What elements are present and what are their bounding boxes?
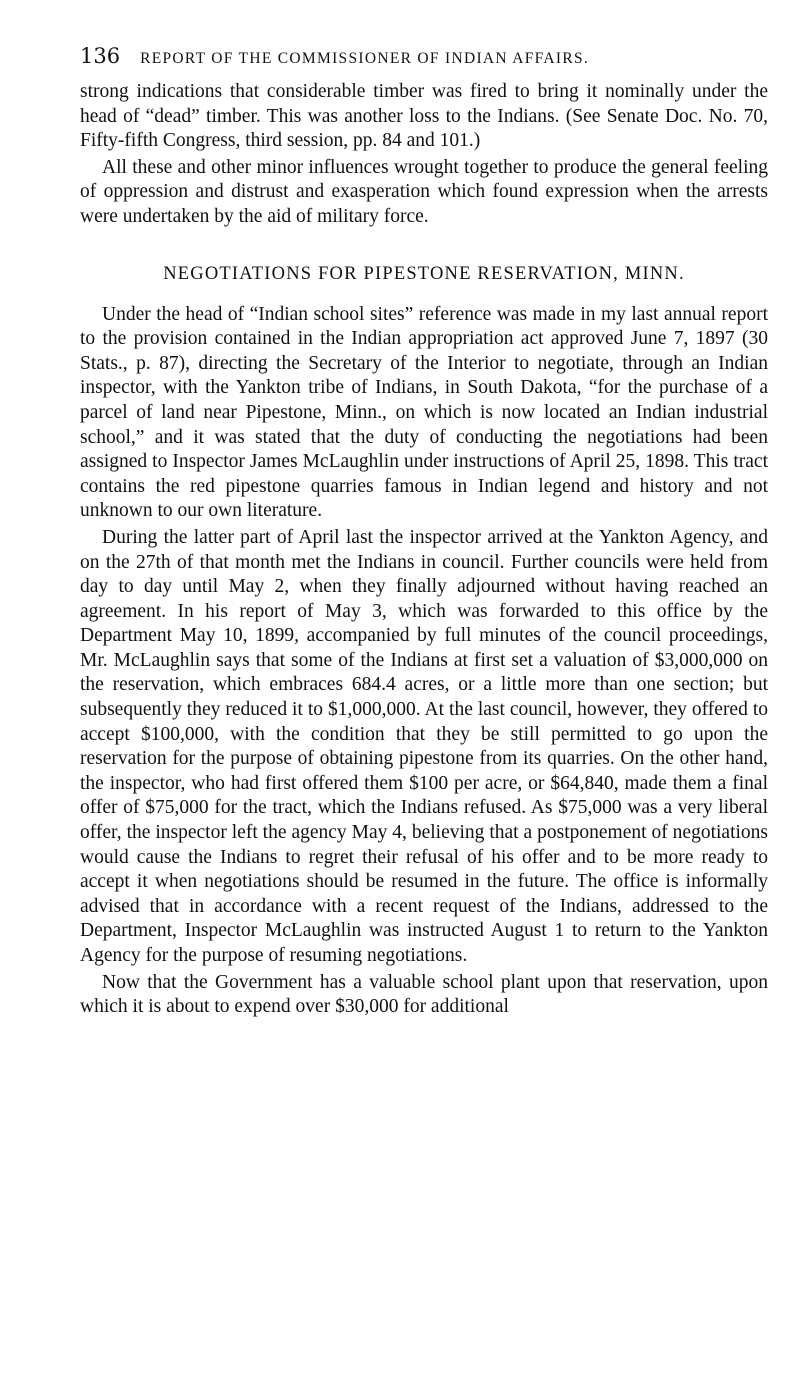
running-title: REPORT OF THE COMMISSIONER OF INDIAN AFFAIRS. — [140, 50, 590, 67]
paragraph: All these and other minor influences wrought together to produce the general feeling of oppression and distrust and exasperation which found expression when the arrests were undertaken by the aid of military force. — [80, 156, 768, 227]
paragraph: Under the head of “Indian school sites” reference was made in my last annual report to the provision contained in the Indian appropriation act approved June 7, 1897 (30 Stats., p. 87), directing the Secretary of the Interior to negotiate, through an Indian inspector, with the Yankton tribe of Indians, in South Dakota, “for the purchase of a parcel of land near Pipestone, Minn., on which is now located an Indian industrial school,” and it was stated that the duty of conducting the negotiations had been assigned to Inspector James McLaughlin under instructions of April 25, 1898. This tract contains the red pipestone quarries famous in Indian legend and history and not unknown to our own literature. — [80, 303, 768, 522]
page-number: 136 — [80, 44, 121, 68]
running-head — [80, 44, 768, 68]
paragraph-continued: strong indications that considerable timber was fired to bring it nominally under the head of “dead” timber. This was another loss to the Indians. (See Senate Doc. No. 70, Fifty-fifth Congress, third session, pp. 84 and 101.) — [80, 81, 768, 152]
paragraph: During the latter part of April last the inspector arrived at the Yankton Agency, and on the 27th of that month met the Indians in council. Further councils were held from day to day until May 2, when they finally adjourned without having reached an agreement. In his report of May 3, which was forwarded to this office by the Department May 10, 1899, accompanied by full minutes of the council proceedings, Mr. McLaughlin says that some of the Indians at first set a valuation of $3,000,000 on the reservation, which embraces 684.4 acres, or a little more than one section; but subsequently they reduced it to $1,000,000. At the last council, however, they offered to accept $100,000, with the condition that they be still permitted to go upon the reservation for the purpose of obtaining pipestone from its quarries. On the other hand, the inspector, who had first offered them $100 per acre, or $64,840, made them a final offer of $75,000 for the tract, which the Indians refused. As $75,000 was a very liberal offer, the inspector left the agency May 4, believing that a postponement of negotiations would cause the Indians to regret their refusal of his offer and to be more ready to accept it when negotiations should be resumed in the future. The office is informally advised that in accordance with a recent request of the Indians, addressed to the Department, Inspector McLaughlin was instructed August 1 to return to the Yankton Agency for the purpose of resuming negotiations. — [80, 526, 768, 966]
paragraph: Now that the Government has a valuable school plant upon that reservation, upon which it is about to expend over $30,000 for additional — [80, 971, 768, 1018]
document-page — [80, 44, 768, 1020]
section-heading: NEGOTIATIONS FOR PIPESTONE RESERVATION, MINN. — [163, 263, 685, 284]
